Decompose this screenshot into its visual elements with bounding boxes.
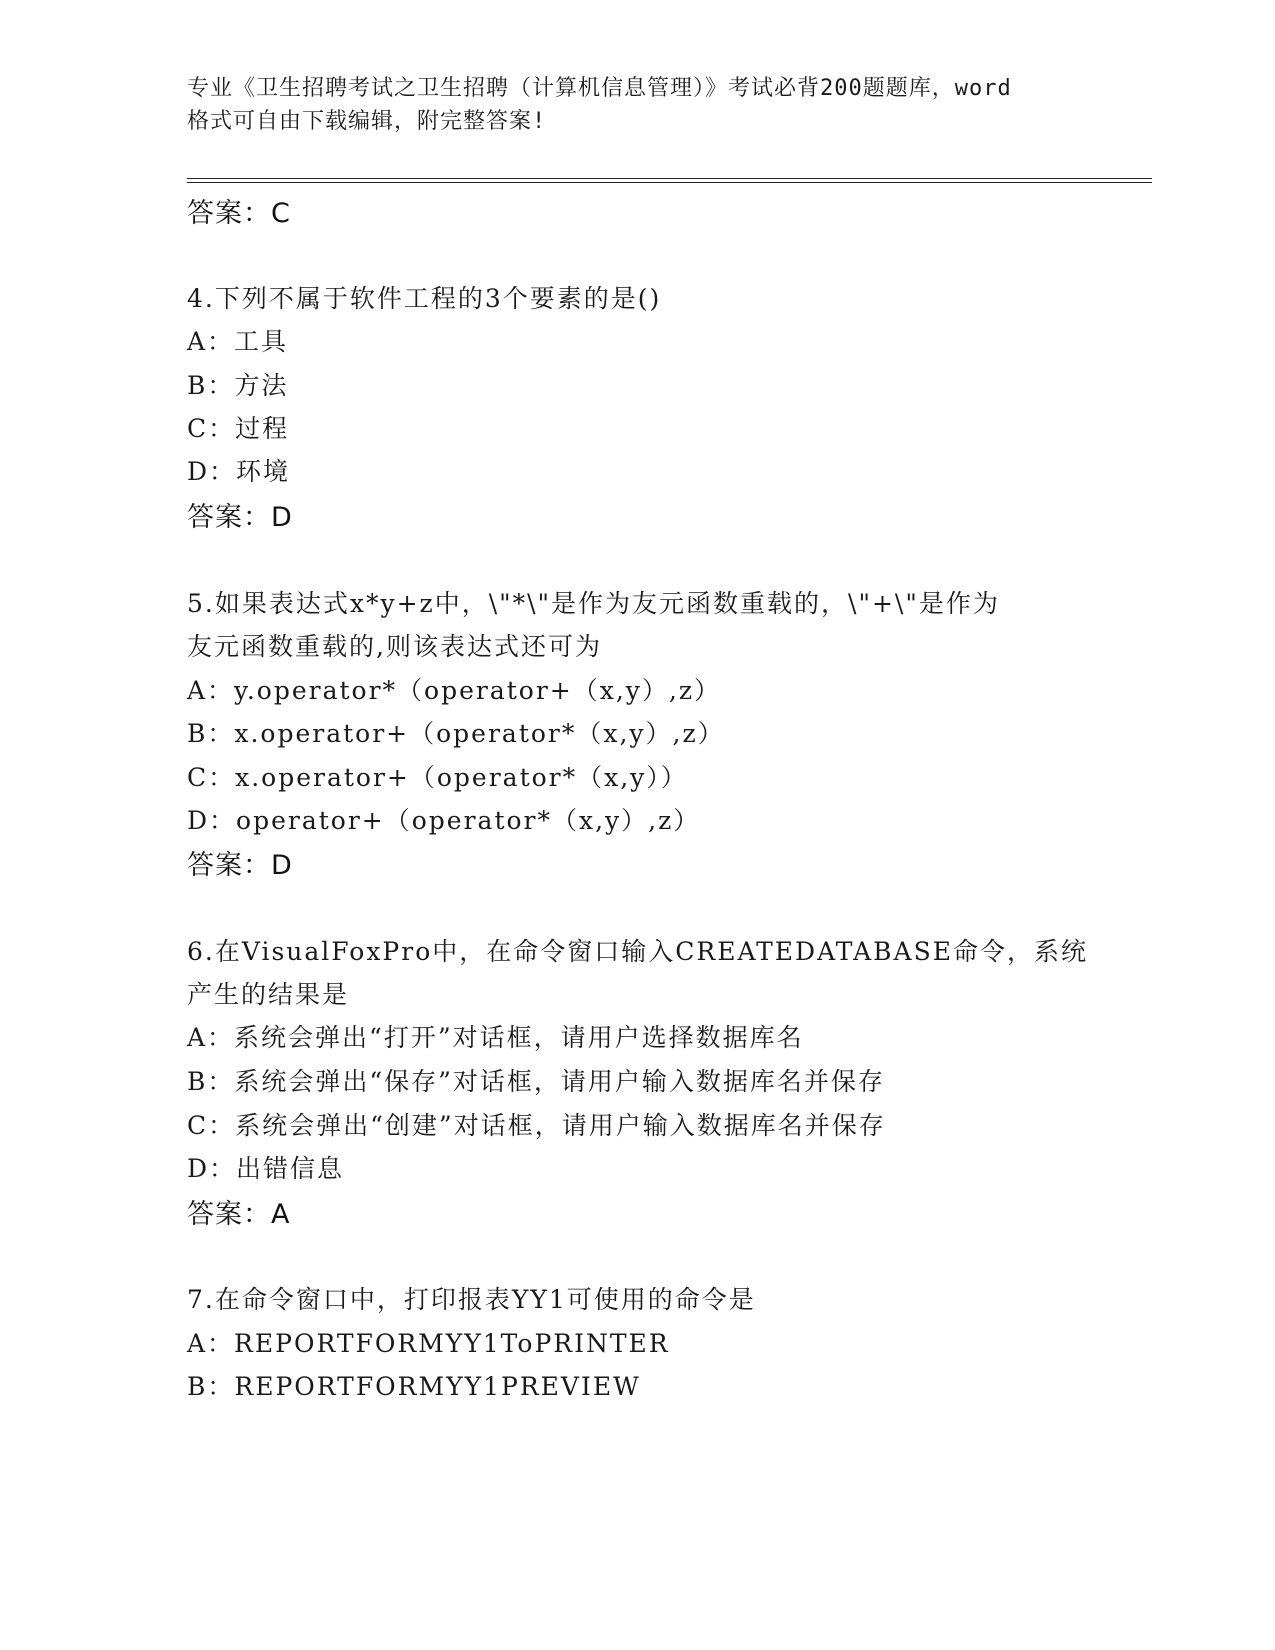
question-6-option-b: B：系统会弹出“保存”对话框，请用户输入数据库名并保存 xyxy=(187,1067,885,1096)
header-divider-bottom xyxy=(187,182,1152,183)
question-4-option-d: D：环境 xyxy=(187,457,291,486)
question-7-option-b: B：REPORTFORMYY1PREVIEW xyxy=(187,1372,641,1401)
question-5-option-a: A：y.operator*（operator+（x,y）,z） xyxy=(187,676,722,705)
question-7-text: 7.在命令窗口中，打印报表YY1可使用的命令是 xyxy=(187,1285,756,1314)
header-line-2: 格式可自由下载编辑，附完整答案! xyxy=(187,109,547,134)
question-7-option-a: A：REPORTFORMYY1ToPRINTER xyxy=(187,1329,670,1358)
question-5-option-b: B：x.operator+（operator*（x,y）,z） xyxy=(187,719,725,748)
question-6-text-line-1: 6.在VisualFoxPro中，在命令窗口输入CREATEDATABASE命令，系统 xyxy=(187,937,1088,966)
question-5-option-d: D：operator+（operator*（x,y）,z） xyxy=(187,806,701,835)
header-divider-top xyxy=(187,178,1152,179)
question-4-option-c: C：过程 xyxy=(187,414,290,443)
question-4-text: 4.下列不属于软件工程的3个要素的是() xyxy=(187,284,662,313)
header-line-1: 专业《卫生招聘考试之卫生招聘（计算机信息管理）》考试必背200题题库，word xyxy=(187,76,1012,101)
document-header xyxy=(187,72,1087,138)
question-4-answer: 答案：D xyxy=(187,502,293,533)
question-5-answer: 答案：D xyxy=(187,850,293,881)
previous-answer: 答案：C xyxy=(187,198,291,229)
question-6-text-line-2: 产生的结果是 xyxy=(187,980,350,1009)
question-6-option-a: A：系统会弹出“打开”对话框，请用户选择数据库名 xyxy=(187,1023,804,1052)
question-5-text-line-1: 5.如果表达式x*y+z中，\"*\"是作为友元函数重载的，\"+\"是作为 xyxy=(187,589,1000,618)
question-6-option-d: D：出错信息 xyxy=(187,1154,345,1183)
question-5-text-line-2: 友元函数重载的,则该表达式还可为 xyxy=(187,632,602,661)
question-6-option-c: C：系统会弹出“创建”对话框，请用户输入数据库名并保存 xyxy=(187,1111,886,1140)
question-6-answer: 答案：A xyxy=(187,1199,291,1230)
question-4-option-a: A：工具 xyxy=(187,327,289,356)
question-5-option-c: C：x.operator+（operator*（x,y）） xyxy=(187,763,688,792)
question-4-option-b: B：方法 xyxy=(187,371,289,400)
